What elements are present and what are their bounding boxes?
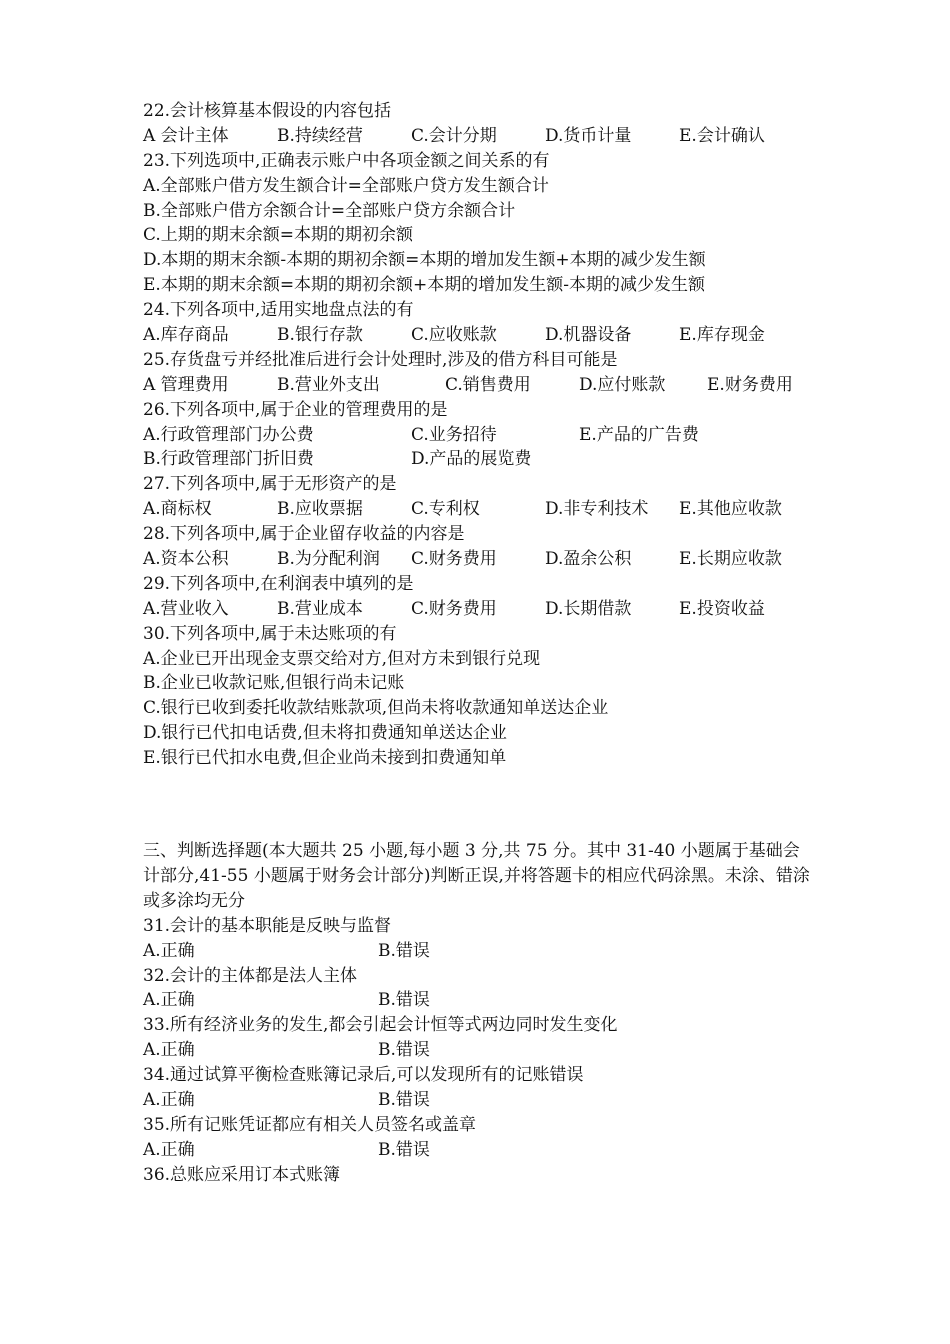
option-a: A 管理费用: [143, 374, 229, 395]
question-32-stem: 32.会计的主体都是法人主体: [143, 965, 358, 986]
question-28-stem: 28.下列各项中,属于企业留存收益的内容是: [143, 524, 465, 545]
option-d: D.货币计量: [545, 125, 632, 146]
question-30-option-d: D.银行已代扣电话费,但未将扣费通知单送达企业: [143, 723, 507, 744]
option-a: A.营业收入: [143, 598, 229, 619]
option-c: C.销售费用: [445, 374, 531, 395]
option-c: C.业务招待: [411, 424, 497, 445]
option-true: A.正确: [143, 990, 195, 1011]
question-25-options: [143, 373, 823, 398]
question-31-stem: 31.会计的基本职能是反映与监督: [143, 915, 392, 936]
question-33-options: [143, 1038, 823, 1063]
option-b: B.为分配利润: [277, 549, 380, 570]
question-30-option-b: B.企业已收款记账,但银行尚未记账: [143, 673, 405, 694]
option-d: D.盈余公积: [545, 549, 632, 570]
option-a: A 会计主体: [143, 125, 229, 146]
question-23-option-e: E.本期的期末余额=本期的期初余额+本期的增加发生额-本期的减少发生额: [143, 275, 706, 296]
question-28-options: [143, 547, 823, 572]
document-page: [143, 99, 823, 1188]
option-d: D.非专利技术: [545, 499, 649, 520]
question-36-stem: 36.总账应采用订本式账簿: [143, 1164, 341, 1185]
question-23-stem: 23.下列选项中,正确表示账户中各项金额之间关系的有: [143, 150, 550, 171]
question-35-stem: 35.所有记账凭证都应有相关人员签名或盖章: [143, 1114, 477, 1135]
question-30-option-a: A.企业已开出现金支票交给对方,但对方未到银行兑现: [143, 648, 541, 669]
option-c: C.会计分期: [411, 125, 497, 146]
option-e: E.库存现金: [679, 325, 765, 346]
option-b: B.持续经营: [277, 125, 363, 146]
question-26-options-row2: [143, 447, 823, 472]
option-true: A.正确: [143, 1139, 195, 1160]
question-22-stem: 22.会计核算基本假设的内容包括: [143, 101, 392, 121]
option-true: A.正确: [143, 1090, 195, 1110]
question-24-stem: 24.下列各项中,适用实地盘点法的有: [143, 300, 414, 321]
option-e: E.产品的广告费: [579, 424, 699, 445]
question-31-options: [143, 939, 823, 964]
option-false: B.错误: [378, 1040, 430, 1061]
question-27-stem: 27.下列各项中,属于无形资产的是: [143, 474, 397, 495]
option-b: B.营业成本: [277, 598, 363, 619]
option-a: A.库存商品: [143, 325, 229, 346]
question-34-options: [143, 1088, 823, 1113]
option-c: C.专利权: [411, 499, 480, 520]
question-27-options: [143, 497, 823, 522]
option-c: C.财务费用: [411, 549, 497, 570]
option-d: D.产品的展览费: [411, 449, 532, 470]
question-24-options: [143, 323, 823, 348]
question-23-option-a: A.全部账户借方发生额合计=全部账户贷方发生额合计: [143, 175, 549, 196]
section-3-heading: 三、判断选择题(本大题共 25 小题,每小题 3 分,共 75 分。其中 31-40 小题属于基础会计部分,41-55 小题属于财务会计部分)判断正误,并将答题卡的相应代码涂黑。未涂、错涂或多涂均无分: [143, 841, 810, 911]
option-false: B.错误: [378, 990, 430, 1011]
question-25-stem: 25.存货盘亏并经批准后进行会计处理时,涉及的借方科目可能是: [143, 349, 618, 370]
option-e: E.财务费用: [707, 374, 793, 395]
question-30-option-c: C.银行已收到委托收款结账款项,但尚未将收款通知单送达企业: [143, 698, 609, 719]
option-true: A.正确: [143, 940, 195, 961]
question-29-options: [143, 597, 823, 622]
question-30-option-e: E.银行已代扣水电费,但企业尚未接到扣费通知单: [143, 748, 507, 769]
option-e: E.会计确认: [679, 125, 765, 146]
question-26-options-row1: [143, 423, 823, 448]
option-false: B.错误: [378, 1139, 430, 1160]
question-22-options: [143, 124, 823, 149]
question-32-options: [143, 988, 823, 1013]
question-34-stem: 34.通过试算平衡检查账簿记录后,可以发现所有的记账错误: [143, 1065, 584, 1086]
question-30-stem: 30.下列各项中,属于未达账项的有: [143, 623, 397, 644]
option-a: A.资本公积: [143, 549, 229, 570]
question-26-stem: 26.下列各项中,属于企业的管理费用的是: [143, 399, 448, 420]
option-b: B.行政管理部门折旧费: [143, 449, 314, 470]
option-e: E.投资收益: [679, 598, 765, 619]
option-false: B.错误: [378, 1090, 430, 1110]
option-d: D.长期借款: [545, 598, 632, 619]
question-33-stem: 33.所有经济业务的发生,都会引起会计恒等式两边同时发生变化: [143, 1015, 618, 1036]
section-spacer: [143, 771, 823, 839]
question-23-option-d: D.本期的期末余额-本期的期初余额=本期的增加发生额+本期的减少发生额: [143, 250, 706, 271]
question-23-option-b: B.全部账户借方余额合计=全部账户贷方余额合计: [143, 200, 516, 221]
option-a: A.商标权: [143, 499, 212, 520]
option-a: A.行政管理部门办公费: [143, 424, 314, 445]
option-d: D.应付账款: [579, 374, 666, 395]
question-29-stem: 29.下列各项中,在利润表中填列的是: [143, 573, 414, 594]
option-c: C.财务费用: [411, 598, 497, 619]
option-e: E.长期应收款: [679, 549, 782, 570]
option-c: C.应收账款: [411, 325, 497, 346]
option-b: B.银行存款: [277, 325, 363, 346]
option-true: A.正确: [143, 1040, 195, 1061]
question-23-option-c: C.上期的期末余额=本期的期初余额: [143, 225, 414, 246]
question-35-options: [143, 1138, 823, 1163]
option-d: D.机器设备: [545, 325, 632, 346]
option-b: B.营业外支出: [277, 374, 380, 395]
option-b: B.应收票据: [277, 499, 363, 520]
option-e: E.其他应收款: [679, 499, 782, 520]
option-false: B.错误: [378, 940, 430, 961]
